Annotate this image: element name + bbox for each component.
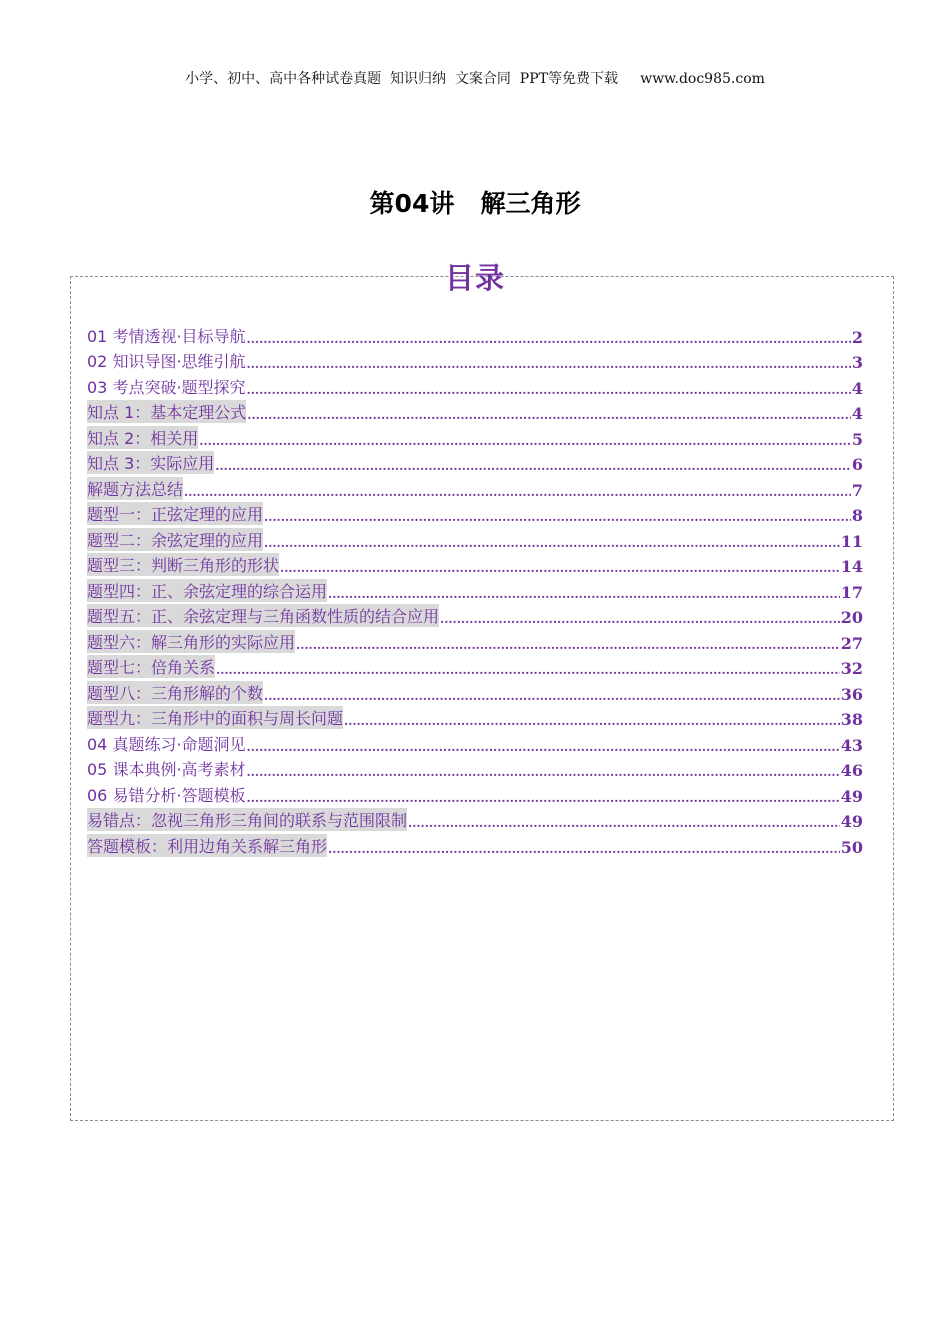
toc-page-number[interactable]: 49 (840, 786, 863, 806)
toc-entry[interactable] (87, 653, 863, 679)
toc-dot-leader (296, 637, 840, 653)
toc-entry[interactable] (87, 525, 863, 551)
toc-entry[interactable] (87, 321, 863, 347)
toc-dot-leader (328, 586, 840, 602)
toc-entry-label[interactable]: 题型一：正弦定理的应用 (87, 502, 263, 525)
toc-dot-leader (247, 382, 851, 398)
toc-entry[interactable] (87, 627, 863, 653)
toc-page-number[interactable]: 4 (851, 378, 863, 398)
toc-page-number[interactable]: 7 (851, 480, 863, 500)
toc-entry-label[interactable]: 题型九：三角形中的面积与周长问题 (87, 706, 343, 729)
toc-entry[interactable] (87, 780, 863, 806)
toc-page-number[interactable]: 49 (840, 812, 863, 831)
toc-entry-label[interactable]: 知点 2：相关用 (87, 426, 198, 449)
toc-dot-leader (264, 688, 840, 704)
toc-dot-leader (247, 790, 840, 806)
toc-page-number[interactable]: 50 (840, 837, 863, 857)
toc-entry[interactable] (87, 347, 863, 373)
toc-page-number[interactable]: 20 (840, 608, 863, 627)
toc-entry-label[interactable]: 题型八：三角形解的个数 (87, 681, 263, 704)
toc-page-number[interactable]: 17 (840, 582, 863, 602)
toc-entry[interactable] (87, 372, 863, 398)
toc-entry[interactable] (87, 729, 863, 755)
toc-dot-leader (199, 433, 851, 449)
toc-page-number[interactable]: 27 (840, 633, 863, 653)
toc-dot-leader (247, 407, 851, 423)
toc-entry[interactable] (87, 551, 863, 577)
toc-page-number[interactable]: 32 (840, 659, 863, 678)
toc-entry[interactable] (87, 678, 863, 704)
toc-entry[interactable] (87, 398, 863, 424)
toc-page-number[interactable]: 6 (851, 455, 863, 474)
toc-list (87, 321, 863, 857)
toc-entry[interactable] (87, 449, 863, 475)
toc-entry-label[interactable]: 04 真题练习·命题洞见 (87, 734, 246, 754)
toc-dot-leader (247, 331, 851, 347)
toc-entry-label[interactable]: 题型二：余弦定理的应用 (87, 528, 263, 551)
toc-page-number[interactable]: 2 (851, 327, 863, 347)
toc-entry-label[interactable]: 05 课本典例·高考素材 (87, 760, 246, 779)
toc-entry[interactable] (87, 576, 863, 602)
toc-dot-leader (216, 662, 840, 678)
toc-entry-label[interactable]: 题型六：解三角形的实际应用 (87, 630, 295, 653)
toc-entry-label[interactable]: 题型七：倍角关系 (87, 655, 215, 678)
toc-page-number[interactable]: 8 (851, 506, 863, 525)
page-header: 小学、初中、高中各种试卷真题 知识归纳 文案合同 PPT等免费下载 www.doc985.com (185, 71, 765, 87)
toc-entry-label[interactable]: 解题方法总结 (87, 477, 183, 500)
toc-entry[interactable] (87, 423, 863, 449)
toc-heading: 目录 (444, 261, 505, 295)
toc-page-number[interactable]: 14 (840, 557, 863, 576)
toc-entry-label[interactable]: 题型四：正、余弦定理的综合运用 (87, 579, 327, 602)
toc-entry-label[interactable]: 知点 1：基本定理公式 (87, 400, 246, 423)
toc-page-number[interactable]: 46 (840, 761, 863, 780)
toc-page-number[interactable]: 38 (840, 710, 863, 729)
toc-entry-label[interactable]: 01 考情透视·目标导航 (87, 326, 246, 346)
toc-entry-label[interactable]: 02 知识导图·思维引航 (87, 352, 246, 371)
toc-page-number[interactable]: 3 (851, 353, 863, 372)
toc-page-number[interactable]: 5 (851, 429, 863, 449)
toc-dot-leader (440, 611, 840, 627)
toc-entry[interactable] (87, 602, 863, 628)
toc-page-number[interactable]: 11 (840, 531, 863, 551)
toc-entry[interactable] (87, 474, 863, 500)
toc-page-number[interactable]: 36 (840, 684, 863, 704)
toc-dot-leader (247, 356, 851, 372)
toc-page-number[interactable]: 43 (840, 735, 863, 755)
toc-entry-label[interactable]: 题型五：正、余弦定理与三角函数性质的结合应用 (87, 604, 439, 627)
toc-entry-label[interactable]: 答题模板：利用边角关系解三角形 (87, 834, 327, 857)
toc-dot-leader (328, 841, 840, 857)
toc-entry-label[interactable]: 03 考点突破·题型探究 (87, 377, 246, 397)
toc-dot-leader (184, 484, 851, 500)
toc-dot-leader (264, 509, 851, 525)
toc-entry-label[interactable]: 题型三：判断三角形的形状 (87, 553, 279, 576)
toc-entry[interactable] (87, 755, 863, 781)
toc-dot-leader (280, 560, 840, 576)
toc-page-number[interactable]: 4 (851, 404, 863, 423)
toc-entry-label[interactable]: 知点 3：实际应用 (87, 451, 214, 474)
toc-entry-label[interactable]: 06 易错分析·答题模板 (87, 785, 246, 805)
toc-dot-leader (264, 535, 840, 551)
toc-dot-leader (408, 815, 840, 831)
toc-dot-leader (247, 739, 840, 755)
toc-dot-leader (215, 458, 851, 474)
toc-dot-leader (247, 764, 840, 780)
document-title: 第04讲 解三角形 (369, 189, 581, 218)
toc-entry[interactable] (87, 831, 863, 857)
toc-entry[interactable] (87, 806, 863, 832)
toc-dot-leader (344, 713, 840, 729)
toc-entry[interactable] (87, 500, 863, 526)
toc-entry[interactable] (87, 704, 863, 730)
toc-entry-label[interactable]: 易错点：忽视三角形三角间的联系与范围限制 (87, 808, 407, 831)
